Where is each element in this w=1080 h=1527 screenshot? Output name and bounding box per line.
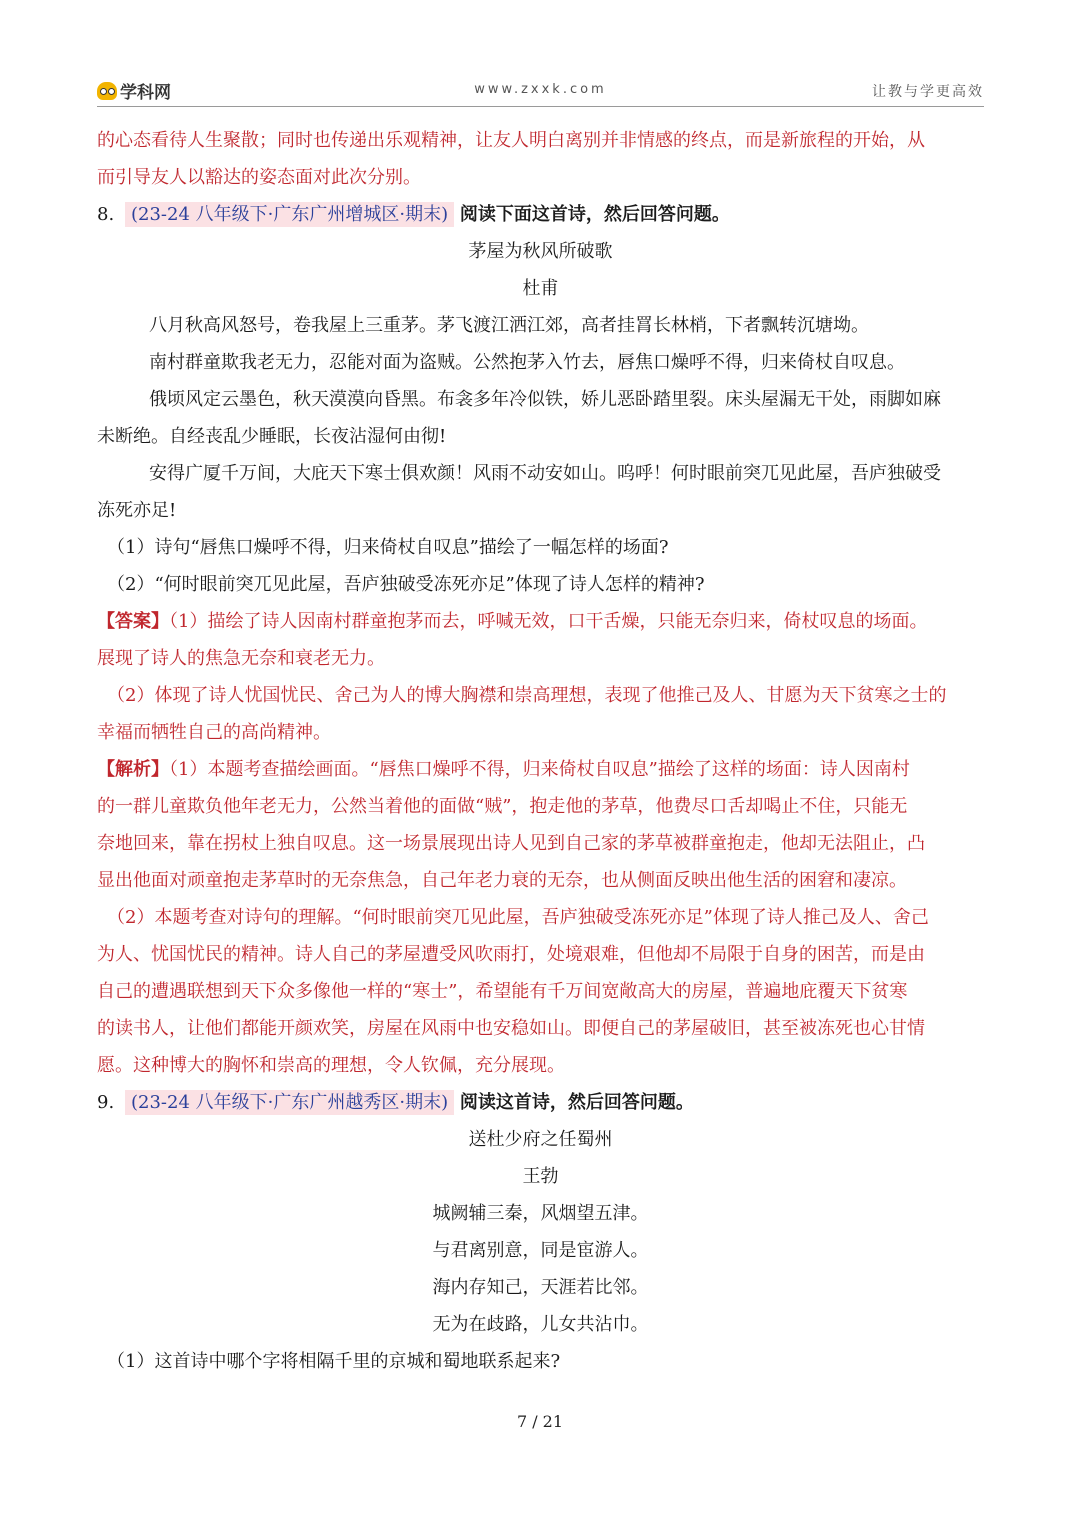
analysis-line: 显出他面对顽童抱走茅草时的无奈焦急，自己年老力衰的无奈，也从侧面反映出他生活的困窘和凄凉。 [97, 870, 907, 891]
poem-line: 与君离别意，同是宦游人。 [432, 1240, 649, 1261]
poem-title: 送杜少府之任蜀州 [468, 1129, 613, 1150]
analysis-line: 奈地回来，靠在拐杖上独自叹息。这一场景展现出诗人见到自己家的茅草被群童抱走，他却无法阻止，凸 [97, 833, 925, 854]
site-url: www.zxxk.com [474, 82, 607, 97]
analysis-line: 为人、忧国忧民的精神。诗人自己的茅屋遭受风吹雨打，处境艰难，但他却不局限于自身的困苦，而是由 [97, 944, 925, 965]
poem-line: 海内存知己，天涯若比邻。 [432, 1277, 649, 1298]
text-line: 而引导友人以豁达的姿态面对此次分别。 [97, 167, 421, 188]
poem-line: 未断绝。自经丧乱少睡眠，长夜沾湿何由彻! [97, 426, 447, 447]
answer-line [97, 603, 984, 640]
poem-line: 城阙辅三秦，风烟望五津。 [432, 1203, 649, 1224]
answer-text: （1）描绘了诗人因南村群童抱茅而去，呼喊无效，口干舌燥，只能无奈归来，倚杖叹息的场面。 [169, 611, 928, 632]
answer-line: （2）体现了诗人忧国忧民、舍己为人的博大胸襟和崇高理想，表现了他推己及人、甘愿为天下贫寒之士的 [107, 685, 947, 706]
sub-question: （1）这首诗中哪个字将相隔千里的京城和蜀地联系起来? [107, 1351, 561, 1372]
question-instruction: 阅读这首诗，然后回答问题。 [459, 1092, 694, 1113]
question-source-tag: (23-24 八年级下·广东广州增城区·期末) [125, 202, 454, 227]
question-instruction: 阅读下面这首诗，然后回答问题。 [459, 204, 730, 225]
poem-line: 无为在歧路，儿女共沾巾。 [432, 1314, 649, 1335]
question-number: 9. [97, 1092, 115, 1113]
answer-label: 【答案】 [97, 611, 169, 632]
poem-author: 王勃 [522, 1166, 559, 1187]
analysis-line: （2）本题考查对诗句的理解。“何时眼前突兀见此屋，吾庐独破受冻死亦足”体现了诗人推己及人、舍己 [107, 907, 929, 928]
poem-title: 茅屋为秋风所破歌 [468, 241, 613, 262]
site-slogan: 让教与学更高效 [872, 84, 984, 100]
question-number: 8. [97, 204, 115, 225]
page-content [97, 122, 984, 1380]
logo-text: 学科网 [120, 83, 171, 103]
analysis-line: 的一群儿童欺负他年老无力，公然当着他的面做“贼”，抱走他的茅草，他费尽口舌却喝止不住，只能无 [97, 796, 908, 817]
analysis-line: 的读书人，让他们都能开颜欢笑，房屋在风雨中也安稳如山。即便自己的茅屋破旧，甚至被冻死也心甘情 [97, 1018, 925, 1039]
poem-line: 俄顷风定云墨色，秋天漠漠向昏黑。布衾多年冷似铁，娇儿恶卧踏里裂。床头屋漏无干处，雨脚如麻 [149, 389, 941, 410]
answer-line: 幸福而牺牲自己的高尚精神。 [97, 722, 331, 743]
question-9-heading [97, 1084, 984, 1121]
question-source-tag: (23-24 八年级下·广东广州越秀区·期末) [125, 1090, 454, 1115]
poem-line: 八月秋高风怒号，卷我屋上三重茅。茅飞渡江洒江郊，高者挂罥长林梢，下者飘转沉塘坳。 [149, 315, 869, 336]
poem-line: 冻死亦足! [97, 500, 177, 521]
analysis-line: 愿。这种博大的胸怀和崇高的理想，令人钦佩，充分展现。 [97, 1055, 565, 1076]
sub-question: （1）诗句“唇焦口燥呼不得，归来倚杖自叹息”描绘了一幅怎样的场面? [107, 537, 669, 558]
page-number: 7 / 21 [516, 1412, 564, 1431]
analysis-text: （1）本题考查描绘画面。“唇焦口燥呼不得，归来倚杖自叹息”描绘了这样的场面：诗人因南村 [169, 759, 910, 780]
poem-line: 安得广厦千万间，大庇天下寒士俱欢颜！风雨不动安如山。呜呼！何时眼前突兀见此屋，吾庐独破受 [149, 463, 941, 484]
page-header [97, 74, 984, 107]
poem-line: 南村群童欺我老无力，忍能对面为盗贼。公然抱茅入竹去，唇焦口燥呼不得，归来倚杖自叹息。 [149, 352, 905, 373]
question-8-heading [97, 196, 984, 233]
poem-author: 杜甫 [522, 278, 559, 299]
analysis-line [97, 751, 984, 788]
analysis-label: 【解析】 [97, 759, 169, 780]
analysis-line: 自己的遭遇联想到天下众多像他一样的“寒士”，希望能有千万间宽敞高大的房屋，普遍地庇覆天下贫寒 [97, 981, 908, 1002]
sub-question: （2）“何时眼前突兀见此屋，吾庐独破受冻死亦足”体现了诗人怎样的精神? [107, 574, 705, 595]
answer-line: 展现了诗人的焦急无奈和衰老无力。 [97, 648, 385, 669]
text-line: 的心态看待人生聚散；同时也传递出乐观精神，让友人明白离别并非情感的终点，而是新旅程的开始，从 [97, 130, 925, 151]
